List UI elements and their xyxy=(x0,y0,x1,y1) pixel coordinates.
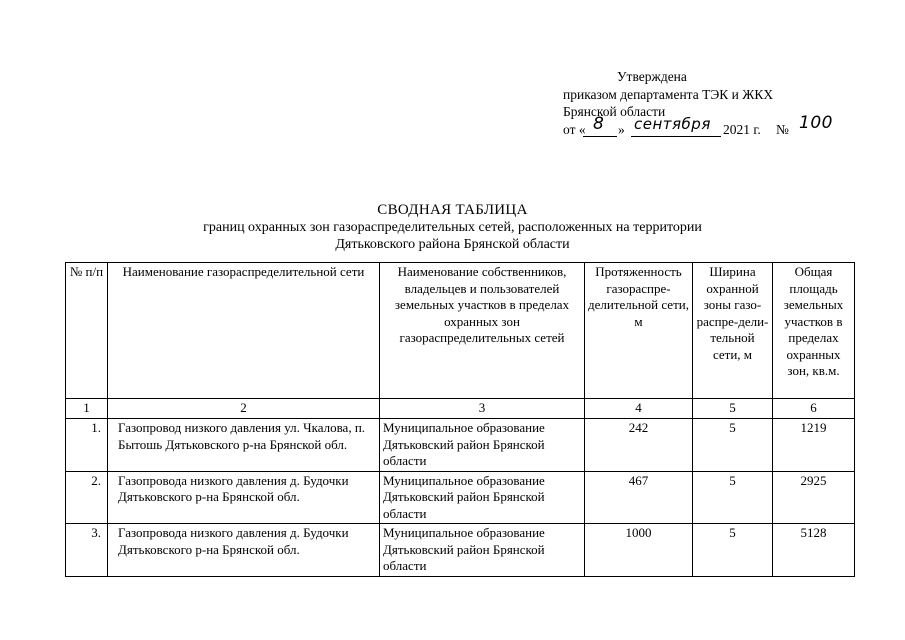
table-row xyxy=(66,471,855,524)
column-number: 5 xyxy=(693,399,773,419)
cell-no: 1. xyxy=(66,419,108,472)
cell-network-name: Газопровода низкого давления д. Будочки Дятьковского р-на Брянской обл. xyxy=(108,471,380,524)
cell-owner: Муниципальное образование Дятьковский район Брянской области xyxy=(380,471,585,524)
cell-total-area: 1219 xyxy=(773,419,855,472)
handwritten-day: 8 xyxy=(593,113,605,134)
date-year: 2021 г. xyxy=(723,121,761,137)
column-number: 6 xyxy=(773,399,855,419)
column-number: 2 xyxy=(108,399,380,419)
cell-network-name: Газопровод низкого давления ул. Чкалова, п. Бытошь Дятьковского р-на Брянской обл. xyxy=(108,419,380,472)
title-line-1: СВОДНАЯ ТАБЛИЦА xyxy=(377,202,528,218)
summary-table xyxy=(65,262,855,577)
document-title xyxy=(0,202,905,253)
header-total-area: Общая площадь земельных участков в пределах охранных зон, кв.м. xyxy=(773,263,855,399)
header-no: № п/п xyxy=(66,263,108,399)
approval-line-2: приказом департамента ТЭК и ЖКХ xyxy=(563,86,774,102)
date-prefix: от « xyxy=(563,121,586,137)
cell-total-area: 2925 xyxy=(773,471,855,524)
day-underline xyxy=(583,136,617,137)
cell-network-name: Газопровода низкого давления д. Будочки Дятьковского р-на Брянской обл. xyxy=(108,524,380,577)
column-number-row xyxy=(66,399,855,419)
date-quote-close: » xyxy=(618,121,625,137)
table-row xyxy=(66,524,855,577)
approval-line-3: Брянской области xyxy=(563,104,666,119)
cell-no: 3. xyxy=(66,524,108,577)
cell-length: 467 xyxy=(585,471,693,524)
header-network-name: Наименование газораспределительной сети xyxy=(108,263,380,399)
title-line-3: Дятьковского района Брянской области xyxy=(335,237,570,252)
cell-length: 1000 xyxy=(585,524,693,577)
cell-zone-width: 5 xyxy=(693,524,773,577)
handwritten-month: сентября xyxy=(634,114,711,133)
approval-line-1: Утверждена xyxy=(617,69,687,84)
header-length: Протяженность газораспре-делительной сети, м xyxy=(585,263,693,399)
header-zone-width: Ширина охранной зоны газо-распре-дели-тельной сети, м xyxy=(693,263,773,399)
table-row xyxy=(66,419,855,472)
approval-date-line xyxy=(563,112,833,141)
header-owners: Наименование собственников, владельцев и пользователей земельных участков в пределах охранных зон газораспределительных сетей xyxy=(380,263,585,399)
cell-zone-width: 5 xyxy=(693,419,773,472)
cell-no: 2. xyxy=(66,471,108,524)
approval-stamp xyxy=(563,68,833,141)
cell-total-area: 5128 xyxy=(773,524,855,577)
cell-zone-width: 5 xyxy=(693,471,773,524)
handwritten-order-number: 100 xyxy=(799,112,833,133)
month-underline xyxy=(631,136,721,137)
table-header-row xyxy=(66,263,855,399)
column-number: 3 xyxy=(380,399,585,419)
number-sign: № xyxy=(776,121,789,137)
title-line-2: границ охранных зон газораспределительных сетей, расположенных на территории xyxy=(203,220,702,235)
column-number: 1 xyxy=(66,399,108,419)
cell-owner: Муниципальное образование Дятьковский район Брянской области xyxy=(380,419,585,472)
column-number: 4 xyxy=(585,399,693,419)
cell-owner: Муниципальное образование Дятьковский район Брянской области xyxy=(380,524,585,577)
cell-length: 242 xyxy=(585,419,693,472)
